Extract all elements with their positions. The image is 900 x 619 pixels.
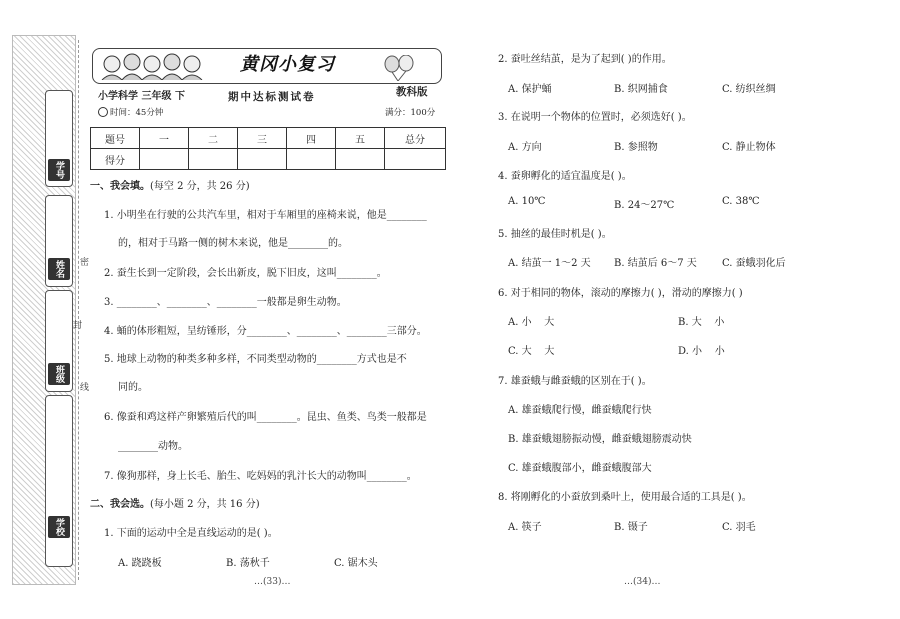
page-number-right-value: 34 [636,577,648,587]
score-input-cell[interactable] [287,149,336,170]
name-label: 姓名 [48,258,70,280]
score-input-cell[interactable] [385,149,446,170]
cut-line [78,40,79,580]
question-2-4: 4. 蚕卵孵化的适宜温度是( )。 [498,171,632,182]
question-1-6b: ________动物。 [118,441,188,452]
score-cell: 总分 [385,128,446,149]
score-input-cell[interactable] [336,149,385,170]
exam-time: 时间：45分钟 [110,108,164,118]
score-table [90,127,446,170]
seal-char-1: 密 [80,258,90,268]
question-1-1a: 1. 小明坐在行驶的公共汽车里，相对于车厢里的座椅来说，他是________ [104,210,427,221]
brand-title: 黄冈小复习 [240,54,335,75]
option: A. 跷跷板 [118,558,162,569]
section-2-title: 二、我会选。 [90,499,150,510]
score-cell: 得分 [91,149,140,170]
question-1-6a: 6. 像蚕和鸡这样产卵繁殖后代的叫________。昆虫、鱼类、鸟类一般都是 [104,412,427,423]
page-number-left: …(33)… [254,577,291,587]
option: B. 24～27℃ [614,200,675,211]
option: C. 蚕蛾羽化后 [722,258,786,269]
question-2-7: 7. 雄蚕蛾与雌蚕蛾的区别在于( )。 [498,376,652,387]
question-1-4: 4. 蛹的体形粗短，呈纺锤形，分________、________、________三部分。 [104,326,427,337]
option: B. 参照物 [614,142,658,153]
school-label: 学校 [48,516,70,538]
option: A. 雄蚕蛾爬行慢，雌蚕蛾爬行快 [508,405,652,416]
full-mark: 满分：100分 [385,108,436,118]
question-2-1: 1. 下面的运动中全是直线运动的是( )。 [104,528,278,539]
option: C. 大 大 [508,346,555,357]
score-table-header-row [91,128,446,149]
option: C. 羽毛 [722,522,756,533]
question-1-1b: 的，相对于马路一侧的树木来说，他是________的。 [118,238,348,249]
option: A. 保护蛹 [508,84,552,95]
section-2-heading [90,495,260,510]
question-1-2: 2. 蚕生长到一定阶段，会长出新皮，脱下旧皮，这叫________。 [104,268,387,279]
score-input-cell[interactable] [238,149,287,170]
option: C. 静止物体 [722,142,776,153]
exam-name: 期中达标测试卷 [228,91,316,103]
subject-grade: 小学科学 三年级 下 [98,91,185,102]
option: B. 结茧后 6～7 天 [614,258,697,269]
class-box [45,290,73,392]
section-1-note: (每空 2 分，共 26 分) [150,181,250,192]
score-cell: 五 [336,128,385,149]
section-2-note: (每小题 2 分，共 16 分) [150,499,260,510]
score-cell: 三 [238,128,287,149]
score-cell: 题号 [91,128,140,149]
school-box [45,395,73,567]
seal-char-3: 线 [80,383,90,393]
name-box [45,195,73,287]
option: C. 雄蚕蛾腹部小，雌蚕蛾腹部大 [508,463,652,474]
student-id-box [45,90,73,187]
edition-label: 教科版 [396,86,428,98]
question-2-2: 2. 蚕吐丝结茧，是为了起到( )的作用。 [498,54,672,65]
student-id-label: 学号 [48,159,70,181]
option: B. 雄蚕蛾翅膀振动慢，雌蚕蛾翅膀震动快 [508,434,692,445]
question-1-3: 3. ________、________、________一般都是卵生动物。 [104,297,347,308]
option: B. 镊子 [614,522,648,533]
page-number-right: …(34)… [624,577,661,587]
option: A. 10℃ [508,196,546,207]
option: A. 筷子 [508,522,542,533]
option: B. 荡秋千 [226,558,270,569]
score-cell: 一 [140,128,189,149]
question-2-8: 8. 将刚孵化的小蚕放到桑叶上，使用最合适的工具是( )。 [498,492,752,503]
balloons-illustration [380,55,420,81]
seal-char-2: 封 [73,321,83,331]
score-input-cell[interactable] [189,149,238,170]
option: D. 小 小 [678,346,725,357]
question-1-7: 7. 像狗那样，身上长毛、胎生、吃妈妈的乳汁长大的动物叫________。 [104,471,417,482]
option: C. 纺织丝绸 [722,84,776,95]
binding-strip [0,0,90,619]
section-1-title: 一、我会填。 [90,181,150,192]
page-number-left-value: 33 [266,577,278,587]
score-input-cell[interactable] [140,149,189,170]
score-table-score-row [91,149,446,170]
option: A. 小 大 [508,317,555,328]
question-2-5: 5. 抽丝的最佳时机是( )。 [498,229,612,240]
score-cell: 四 [287,128,336,149]
question-2-6: 6. 对于相同的物体，滚动的摩擦力( )，滑动的摩擦力( ) [498,288,743,299]
option: B. 织网捕食 [614,84,668,95]
option: A. 结茧一 1～2 天 [508,258,591,269]
section-1-heading [90,177,250,192]
option: C. 锯木头 [334,558,378,569]
class-label: 班级 [48,363,70,385]
option: B. 大 小 [678,317,725,328]
question-1-5a: 5. 地球上动物的种类多种多样，不同类型动物的________方式也是不 [104,354,407,365]
clock-icon [98,107,108,117]
children-illustration [100,52,210,80]
score-cell: 二 [189,128,238,149]
option: C. 38℃ [722,196,760,207]
question-1-5b: 同的。 [118,382,148,393]
option: A. 方向 [508,142,542,153]
question-2-3: 3. 在说明一个物体的位置时，必须选好( )。 [498,112,692,123]
